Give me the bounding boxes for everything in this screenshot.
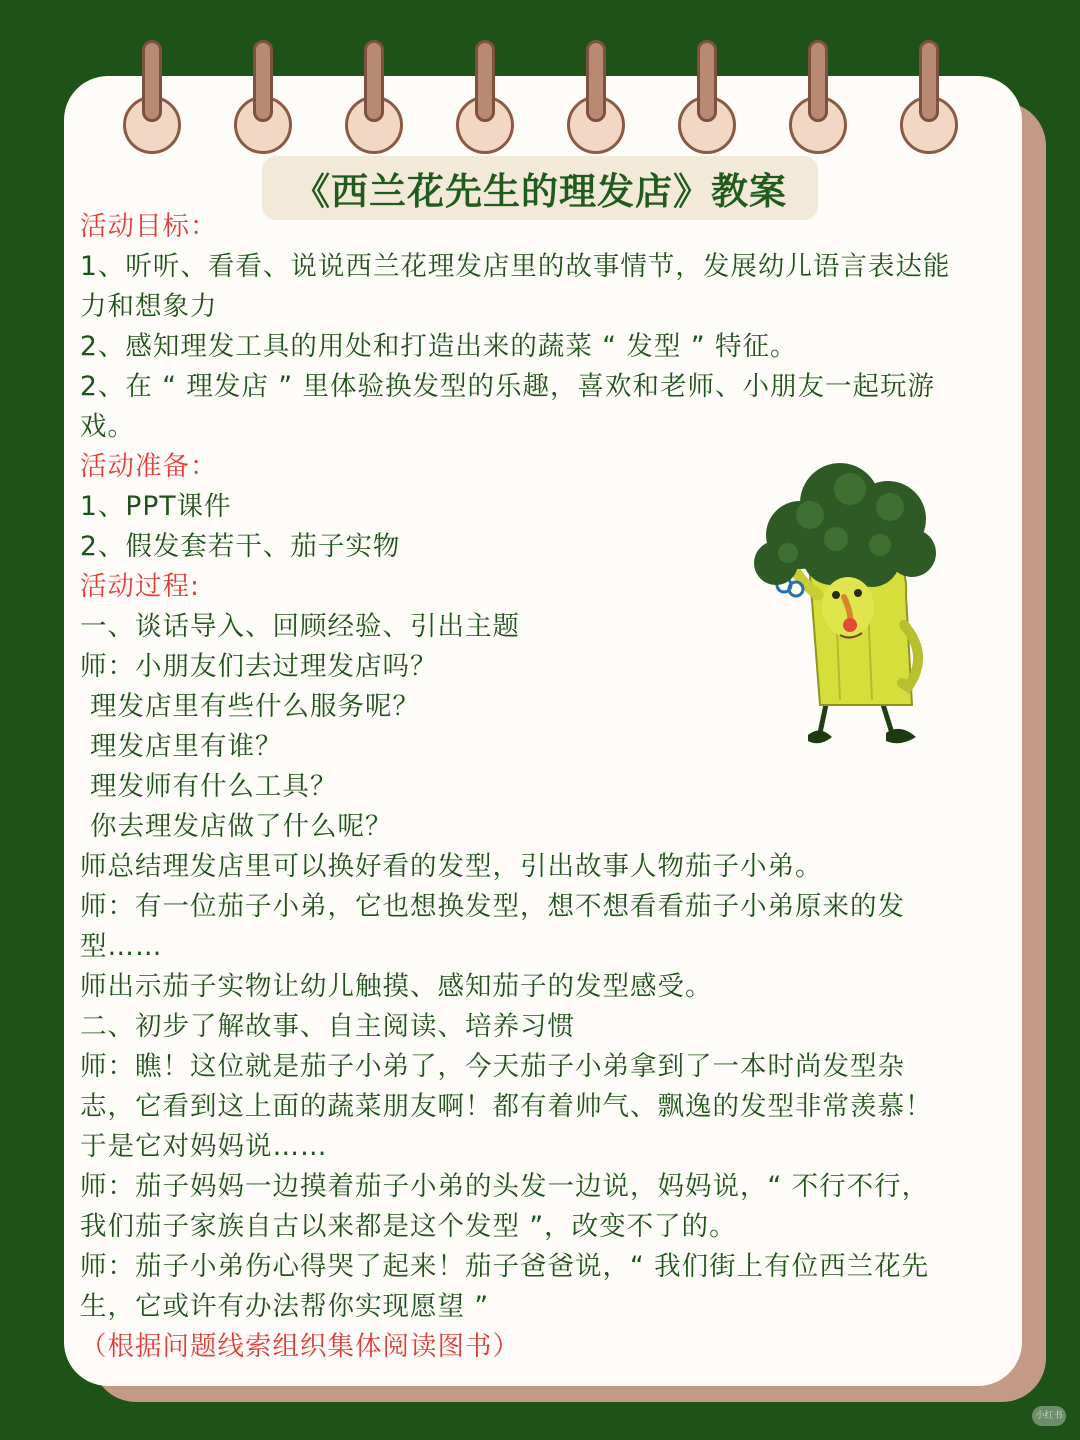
text-line: 师：茄子妈妈一边摸着茄子小弟的头发一边说，妈妈说，“ 不行不行， (80, 1171, 930, 1202)
text-line: 力和想象力 (80, 291, 218, 322)
text-line: 一、谈话导入、回顾经验、引出主题 (80, 611, 520, 642)
text-line: 我们茄子家族自古以来都是这个发型 ”，改变不了的。 (80, 1211, 737, 1242)
text-line: 型…… (80, 931, 163, 962)
binder-ring (898, 40, 968, 140)
text-line: 理发店里有些什么服务呢？ (90, 691, 420, 722)
binder-ring (232, 40, 302, 140)
note-line: （根据问题线索组织集体阅读图书） (80, 1331, 520, 1362)
text-line: 志，它看到这上面的蔬菜朋友啊！都有着帅气、飘逸的发型非常羡慕！ (80, 1091, 933, 1122)
text-line: 师出示茄子实物让幼儿触摸、感知茄子的发型感受。 (80, 971, 713, 1002)
text-line: 1、听听、看看、说说西兰花理发店里的故事情节，发展幼儿语言表达能 (80, 251, 951, 282)
text-line: 戏。 (80, 411, 135, 442)
text-line: 二、初步了解故事、自主阅读、培养习惯 (80, 1011, 575, 1042)
section-heading: 活动过程: (80, 571, 200, 602)
binder-ring (121, 40, 191, 140)
text-line: 生，它或许有办法帮你实现愿望 ” (80, 1291, 490, 1322)
binder-ring (676, 40, 746, 140)
text-line: 理发师有什么工具？ (90, 771, 338, 802)
binder-ring (565, 40, 635, 140)
text-line: 1、PPT课件 (80, 491, 232, 522)
text-line: 师：有一位茄子小弟，它也想换发型，想不想看看茄子小弟原来的发 (80, 891, 905, 922)
text-line: 师：茄子小弟伤心得哭了起来！茄子爸爸说，“ 我们街上有位西兰花先 (80, 1251, 930, 1282)
text-line: 2、假发套若干、茄子实物 (80, 531, 401, 562)
text-line: 师总结理发店里可以换好看的发型，引出故事人物茄子小弟。 (80, 851, 823, 882)
text-line: 理发店里有谁？ (90, 731, 283, 762)
binder-ring (343, 40, 413, 140)
lesson-plan-text (80, 207, 1004, 1367)
page-title: 《西兰花先生的理发店》教案 (293, 170, 787, 213)
broccoli-character-illustration (740, 455, 940, 760)
section-heading: 活动准备： (80, 451, 218, 482)
watermark: 小红书 (1032, 1406, 1066, 1426)
binder-ring (454, 40, 524, 140)
text-line: 2、感知理发工具的用处和打造出来的蔬菜 “ 发型 ” 特征。 (80, 331, 798, 362)
text-line: 师：瞧！这位就是茄子小弟了，今天茄子小弟拿到了一本时尚发型杂 (80, 1051, 905, 1082)
section-heading: 活动目标： (80, 211, 218, 242)
text-line: 2、在 “ 理发店 ” 里体验换发型的乐趣，喜欢和老师、小朋友一起玩游 (80, 371, 936, 402)
text-line: 于是它对妈妈说…… (80, 1131, 328, 1162)
text-line: 师：小朋友们去过理发店吗？ (80, 651, 438, 682)
binder-ring (787, 40, 857, 140)
text-line: 你去理发店做了什么呢？ (90, 811, 393, 842)
